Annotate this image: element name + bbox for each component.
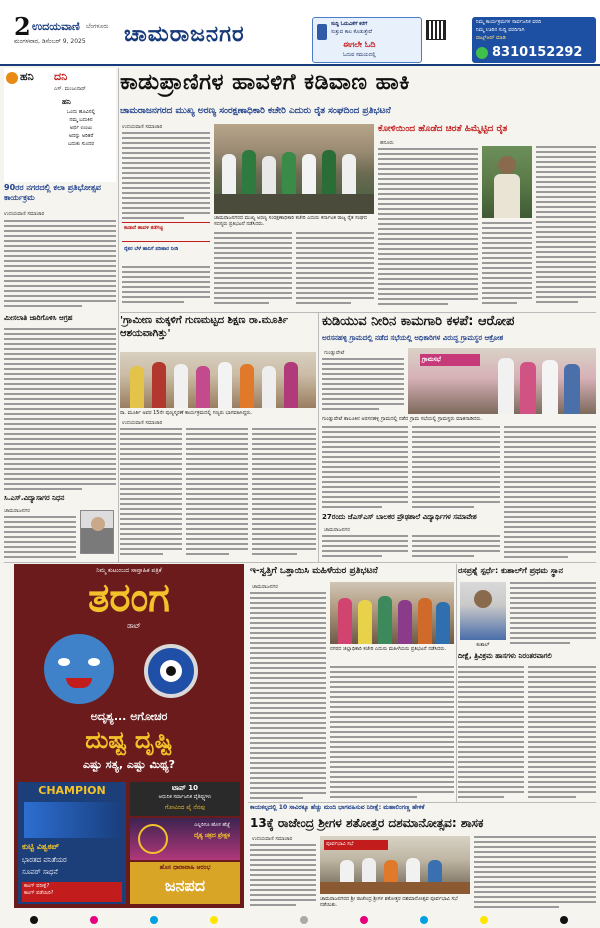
cricket-line3: ಸೂಪರ್ ಸಾಧನೆ [22, 868, 58, 876]
water-col-1 [322, 358, 404, 414]
farmer-photo [482, 146, 532, 218]
felicitation-caption: ರಾ. ಮೂರ್ತಿ ಅವರ 15ನೇ ಪುಣ್ಯಸ್ಮರಣೆ ಕಾರ್ಯಕ್ರಮದಲ್ಲಿ ಗಣ್ಯರು ಭಾಗವಹಿಸಿದ್ದರು. [120, 410, 253, 416]
story-27-headline: 27ರಂದು ಜೆಎಸ್‌ಎಸ್ ಬಾಲಕರ ಪ್ರೌಢಶಾಲೆ ವಿದ್ಯಾರ್ಥಿಗಳ ಸಮಾವೇಶ [322, 513, 477, 521]
taranga-hook-1: ಅದೃಶ್ಯ... ಅಗೋಚರ [90, 710, 168, 723]
meeting-caption: ಚಾಮರಾಜನಗರದ ಶ್ರೀ ರಾಜೇಂದ್ರ ಶ್ರೀಗಳ ಶತೋತ್ತರ ದಶಮಾನೋತ್ಸವ ಪೂರ್ವಭಾವಿ ಸಭೆ ನಡೆಯಿತು. [320, 896, 458, 908]
story-left-3-body [4, 516, 76, 564]
taranga-hook-3: ಎಷ್ಟು ಸತ್ಯ, ಎಷ್ಟು ಮಿಥ್ಯ? [82, 758, 176, 771]
dikshe-col-2 [528, 666, 596, 804]
main-col-1b [122, 266, 210, 310]
main-callout-2 [122, 244, 210, 264]
reader-ad [312, 17, 422, 63]
meeting-banner: ಪೂರ್ವಭಾವಿ ಸಭೆ [324, 840, 388, 850]
obituary-photo [80, 510, 114, 554]
student-label: ಕುಶಾಲ್ [476, 642, 490, 648]
water-headline: ಕುಡಿಯುವ ನೀರಿನ ಕಾಮಗಾರಿ ಕಳಪೆ: ಆರೋಪ [322, 314, 515, 329]
gram-sabha-caption: ಗುಂಡ್ಲುಪೇಟೆ ತಾಲೂಕಿನ ಅರಸನಹಳ್ಳಿ ಗ್ರಾಮದಲ್ಲಿ ನಡೆದ ಗ್ರಾಮ ಸಭೆಯಲ್ಲಿ ಗ್ರಾಮಸ್ಥರು ಮಾತನಾಡಿದರು. [322, 416, 483, 422]
kayakalpa-col-1 [250, 844, 316, 910]
meeting-photo [320, 836, 470, 894]
taranga-hook-2: ದುಷ್ಟ ದೃಷ್ಟಿ [85, 726, 173, 754]
panel-top10 [130, 782, 240, 816]
protest-caption: ಚಾಮರಾಜನಗರದ ಮುಖ್ಯ ಅರಣ್ಯ ಸಂರಕ್ಷಣಾಧಿಕಾರಿ ಕಚೇರಿ ಎದುರು ಕರ್ನಾಟಕ ರಾಜ್ಯ ರೈತ ಸಂಘದ ಸದಸ್ಯರು ಪ್ರತಿಭಟನೆ ನಡೆಸಿದರು. [214, 215, 367, 227]
cricket-line1: ಕುಟ್ಟಿ ವಿಶ್ವಕಪ್ [22, 842, 60, 851]
kayakalpa-col-3 [474, 836, 596, 910]
paper-name: ಉದಯವಾಣಿ [32, 20, 80, 33]
panel-2-line2: ದೈತ್ಯ ಚಕ್ರದ ಪ್ರೇಕ್ಷಕ [194, 832, 230, 839]
page-number: 2 [14, 12, 31, 41]
whatsapp-phone: 8310152292 [492, 45, 583, 60]
rural-col-2 [186, 428, 248, 560]
reader-ad-line2: ಸುತ್ತುವ ಕಾಲ ಕೊಡುತ್ತೇವೆ [331, 29, 373, 35]
e-swathu-byline: ಚಾಮರಾಜನಗರ [252, 584, 278, 590]
story-90-body [4, 220, 116, 312]
dikshe-headline: ದೀಕ್ಷೆ, ತ್ರಿವಿಕ್ರಮ ಹಾಸಗಳು ನಿರಂತರವಾಗಲಿ [458, 652, 552, 660]
whatsapp-ad-line1: ನಿಮ್ಮ ಕಾರ್ಯಕ್ರಮಗಳ ಸಾರ್ವಜನಿಕ ವರದಿ [476, 19, 542, 25]
taranga-title: ತರಂಗ [88, 575, 170, 621]
e-swathu-photo [330, 582, 454, 644]
main-col-1 [122, 132, 210, 222]
main-byline: ಉದಯವಾಣಿ ಸಮಾಚಾರ [122, 124, 163, 130]
demon-face-icon [44, 634, 114, 704]
side-col-1c [482, 222, 532, 310]
whatsapp-ad-line3: ವಾಟ್ಸ್ಆಪ್ ಮಾಡಿ [476, 35, 506, 41]
rural-col-1 [120, 428, 182, 560]
side-byline: ಹನೂರು [380, 140, 394, 146]
column-rule [4, 562, 596, 563]
column-rule [456, 564, 457, 802]
story-27-col-2 [412, 535, 500, 563]
poem-title: ಹನಿ [62, 98, 71, 106]
callout-text: ರೈತರ ಬೆಳೆ ಹಾನಿಗೆ ಪರಿಹಾರ ನೀಡಿ [124, 246, 179, 252]
story-left-3-byline: ಚಾಮರಾಜನಗರ [4, 508, 30, 514]
e-swathu-caption: ನಗರದ ಜಿಲ್ಲಾಧಿಕಾರಿ ಕಚೇರಿ ಎದುರು ಮಹಿಳೆಯರು ಪ್ರತಿಭಟನೆ ನಡೆಸಿದರು. [330, 646, 447, 652]
kayakalpa-byline: ಉದಯವಾಣಿ ಸಮಾಚಾರ [252, 836, 293, 842]
water-col-4 [504, 426, 596, 562]
panel-serial [130, 862, 240, 904]
question-box [22, 882, 122, 902]
story-left-3-headline: ಸಿ.ಎಸ್.ವಿದ್ಯಾಸಾಗರ ನಿಧನ [4, 494, 65, 502]
champion-panel [18, 782, 126, 904]
side-headline: ಕೋಳಿಯಿಂದ ಹೊಡೆದ ಚಿರತೆ ಹಿಮ್ಮೆಟ್ಟಿದ ರೈತ [378, 124, 508, 134]
water-byline: ಗುಂಡ್ಲುಪೇಟೆ [324, 350, 345, 356]
poem-lines [48, 108, 114, 148]
story-left-2-body [4, 328, 116, 492]
main-subheadline: ಚಾಮರಾಜನಗರದ ಮುಖ್ಯ ಅರಣ್ಯ ಸಂರಕ್ಷಣಾಧಿಕಾರಿ ಕಚೇರಿ ಎದುರು ರೈತ ಸಂಘದಿಂದ ಪ್ರತಿಭಟನೆ [120, 106, 391, 116]
reader-ad-line4: ಓದುವ ಸಮಯದಲ್ಲಿ [343, 52, 376, 58]
question-line-2: ಕಾಂಗ್ ಪಡೆಯಿರಿ? [24, 890, 54, 896]
rasaprashne-body [510, 582, 596, 650]
panel-wheel [130, 818, 240, 860]
story-90-byline: ಉದಯವಾಣಿ ಸಮಾಚಾರ [4, 211, 45, 217]
callout-text: ಕಾಡಾನೆ ಹಾವಳಿ ತಡೆಗಟ್ಟಿ [124, 225, 163, 231]
taranga-tagline: ನಿಮ್ಮ ಕುಟುಂಬದ ಸಾಪ್ತಾಹಿಕ ಪತ್ರಿಕೆ [96, 567, 162, 574]
column-rule [120, 312, 596, 313]
column-rule [318, 312, 319, 562]
story-left-2-headline: ಮೀಸಲಾತಿ ಜಾರಿಗೊಳಿಸಿ ಆಗ್ರಹ [4, 314, 73, 322]
rural-col-3 [252, 428, 316, 560]
whatsapp-ad-line2: ನಿಮ್ಮ ಊರಿನ ಸುದ್ದಿ ವರದಿಗಾಗಿ [476, 27, 525, 33]
rural-headline: 'ಗ್ರಾಮೀಣ ಮಕ್ಕಳಿಗೆ ಗುಣಮಟ್ಟದ ಶಿಕ್ಷಣ ರಾ.ಮೂರ್ತಿ ಆಶಯವಾಗಿತ್ತು' [120, 315, 288, 339]
section-title: ಚಾಮರಾಜನಗರ [124, 22, 245, 47]
date-line: ಮಂಗಳವಾರ, ಡಿಸೆಂಬರ್ 9, 2025 [14, 38, 86, 45]
story-90-headline: 90ರರ ನಗರದಲ್ಲಿ ಕಲಾ ಪ್ರತಿಭೋತ್ಸವ ಕಾರ್ಯಕ್ರಮ [4, 183, 101, 202]
honey-title-b: ದನಿ [54, 70, 68, 83]
story-27-col-1 [322, 535, 408, 563]
column-rule [248, 802, 596, 803]
janapada-label: ಜನಪದ [164, 876, 206, 895]
rasaprashne-headline: ರಸಪ್ರಶ್ನೆ ಸ್ಪರ್ಧೆ: ಕುಶಾಲ್‌ಗೆ ಪ್ರಥಮ ಸ್ಥಾನ [458, 566, 563, 575]
poem-line: ನಮ್ಮ ಬದುಕಿನ [69, 117, 93, 123]
ferris-wheel-icon [138, 824, 168, 854]
honey-logo-icon [6, 72, 18, 84]
cricket-line2: ಭಾರತದ ವನಿತೆಯರ [22, 856, 67, 864]
poem-line: ಬದುಕು ಸುಂದರ [68, 141, 94, 147]
e-swathu-headline: ಇ-ಸ್ವತ್ತಿಗೆ ಒತ್ತಾಯಿಸಿ ಮಹಿಳೆಯರ ಪ್ರತಿಭಟನೆ [250, 566, 378, 576]
panel-3-line: ಹೊಸ ಧಾರಾವಾಹಿ ಆರಂಭ [159, 864, 211, 871]
qr-code-icon [426, 20, 446, 40]
phone-icon [317, 24, 327, 40]
champion-label: CHAMPION [38, 784, 106, 797]
reader-ad-line1: ಸುದ್ದಿ ಓದುವಿಕೆಗೆ ಕರೆಗೆ [331, 21, 368, 27]
panel-1-line3: ಗೋವಿಂದ ಪೈ ನೆನಪು [164, 804, 206, 811]
question-line: ಕಾಂಗ್ ಪರೀಕ್ಷೆ? [24, 883, 50, 889]
poem-line: ಅರ್ಥ ಉಂಟು [69, 125, 93, 131]
gram-sabha-photo [408, 348, 596, 414]
e-swathu-col-2 [330, 666, 454, 804]
protest-photo [214, 124, 374, 214]
honey-author: ಎಸ್. ಮಂಜುನಾಥ್ [54, 86, 86, 92]
felicitation-photo [120, 352, 316, 408]
panel-1-line1: ಟಾಪ್ 10 [172, 784, 198, 792]
student-photo [460, 582, 506, 640]
panel-1-line2: ಆಧುನಿಕ ಸರ್ವಾಜನಿಕ ವೈಶಿಷ್ಟ್ಯಗಳು [158, 794, 212, 800]
dikshe-col-1 [458, 666, 524, 804]
main-col-3 [296, 232, 374, 310]
e-swathu-col-1 [250, 592, 326, 804]
honey-column [4, 68, 116, 182]
honey-title-a: ಹನಿ [20, 70, 34, 83]
poem-line: ಒಂದು ಹೂವಿನಲ್ಲಿ [66, 109, 96, 115]
evil-eye-icon [144, 644, 198, 698]
reader-ad-line3: ಈಗಲೇ ಓದಿ [343, 40, 376, 49]
water-subheadline: ಅರಸನಹಳ್ಳಿ ಗ್ರಾಮದಲ್ಲಿ ನಡೆದ ಸಭೆಯಲ್ಲಿ ಅಧಿಕಾರಿಗಳ ವಿರುದ್ಧ ಗ್ರಾಮಸ್ಥರ ಆಕ್ರೋಶ [322, 334, 504, 342]
print-registration-marks [0, 912, 600, 928]
water-col-3 [412, 426, 500, 512]
taranga-ad[interactable] [14, 564, 244, 908]
main-headline: ಕಾಡುಪ್ರಾಣಿಗಳ ಹಾವಳಿಗೆ ಕಡಿವಾಣ ಹಾಕಿ [120, 70, 410, 95]
whatsapp-icon [476, 47, 488, 59]
rural-byline: ಉದಯವಾಣಿ ಸಮಾಚಾರ [122, 420, 163, 426]
side-col-2 [536, 146, 596, 310]
panel-2-line1: ಎಲ್ಲರಿಗೂ ಹೊಸ ಹೆಜ್ಜೆ [194, 822, 230, 828]
edition-tag: ಬೆಂಗಳೂರು [86, 23, 109, 30]
water-col-2 [322, 426, 408, 512]
taranga-subtitle: ಡಾಟ್ [127, 622, 141, 630]
main-col-2 [214, 232, 292, 310]
main-callout-1 [122, 222, 210, 242]
story-27-byline: ಚಾಮರಾಜನಗರ [324, 527, 350, 533]
gram-sabha-banner: ಗ್ರಾಮಸಭೆ [420, 354, 480, 366]
whatsapp-ad [472, 17, 596, 63]
masthead [0, 0, 600, 66]
kayakalpa-banner: ಕಾಯಕಲ್ಪದಲ್ಲಿ 10 ಸಾವಿರಕ್ಕೂ ಹೆಚ್ಚು ಮಂದಿ ಭಾಗವಹಿಸುವ ನಿರೀಕ್ಷೆ: ಮಹಾಲಿಂಗಣ್ಣ ಹೇಳಿಕೆ [250, 804, 425, 811]
side-col-1 [378, 148, 478, 310]
poem-line: ಅದನ್ನು ಅರಿತರೆ [68, 133, 94, 139]
kayakalpa-headline: 13ಕ್ಕೆ ರಾಜೇಂದ್ರ ಶ್ರೀಗಳ ಶತೋತ್ತರ ದಶಮಾನೋತ್ಸವ: ಶಾಸಕ [250, 816, 484, 830]
column-rule [118, 68, 119, 562]
